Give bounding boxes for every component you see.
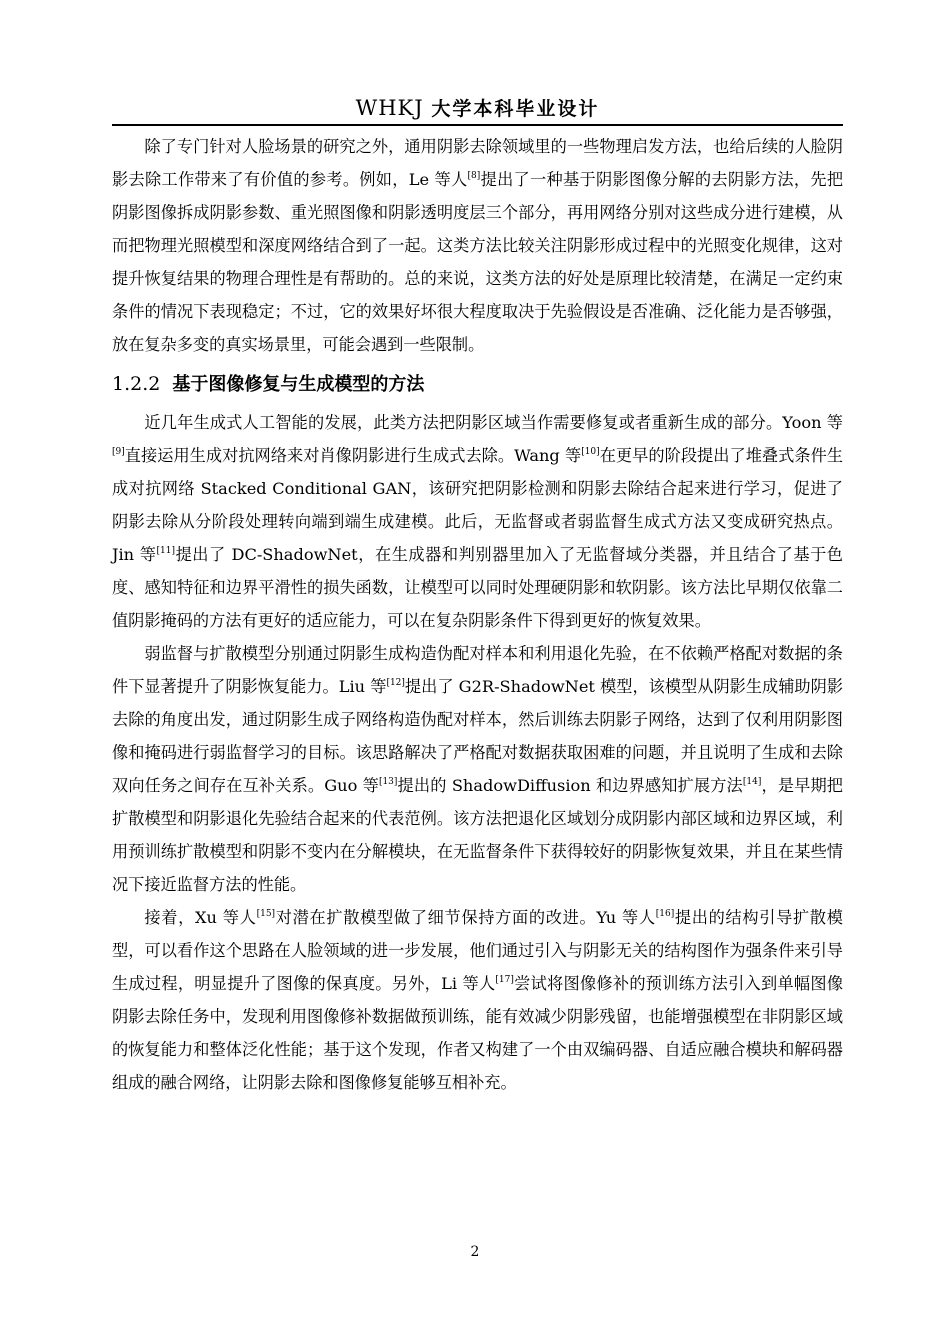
citation-ref: [13] [378,777,398,787]
paragraph [112,901,843,1099]
paragraph-text: 提出了一种基于阴影图像分解的去阴影方法，先把阴影图像拆成阴影参数、重光照图像和阴影透明度层三个部分，再用网络分别对这些成分进行建模，从而把物理光照模型和深度网络结合到了一起。这类方法比较关注阴影形成过程中的光照变化规律，这对提升恢复结果的物理合理性是有帮助的。总的来说，这类方法的好处是原理比较清楚，在满足一定约束条件的情况下表现稳定；不过，它的效果好坏很大程度取决于先验假设是否准确、泛化能力是否够强，放在复杂多变的真实场景里，可能会遇到一些限制。 [112,170,843,354]
paragraph-text: 在更早的阶段提出了堆叠式条件生成对抗网络 Stacked Conditional GAN，该研究把阴影检测和阴影去除结合起来进行学习，促进了阴影去除从分阶段处理转向端到端生成建模。此后，无监督或者弱监督生成式方法又变成研究热点。Jin 等 [112,446,844,564]
section-number: 1.2.2 [112,373,161,395]
section-heading [112,367,843,402]
paragraph-text: 直接运用生成对抗网络来对肖像阴影进行生成式去除。Wang 等 [124,446,582,465]
page-header [112,94,843,123]
paragraph [112,130,843,361]
paragraph-group-2 [112,406,843,1099]
header-code: WHKJ [355,96,424,120]
paragraph-text: 除了专门针对人脸场景的研究之外，通用阴影去除领域里的一些物理启发方法，也给后续的人脸阴影去除工作带来了有价值的参考。例如，Le 等人 [112,137,843,189]
paragraph-text: 提出了 DC-ShadowNet，在生成器和判别器里加入了无监督域分类器，并且结合了基于色度、感知特征和边界平滑性的损失函数，让模型可以同时处理硬阴影和软阴影。该方法比早期仅依靠二值阴影掩码的方法有更好的适应能力，可以在复杂阴影条件下得到更好的恢复效果。 [112,545,843,630]
citation-ref: [8] [467,171,481,181]
header-rule [112,124,843,126]
paragraph-text: 提出了 G2R-ShadowNet 模型，该模型从阴影生成辅助阴影去除的角度出发，通过阴影生成子网络构造伪配对样本，然后训练去阴影子网络，达到了仅利用阴影图像和掩码进行弱监督学习的目标。该思路解决了严格配对数据获取困难的问题，并且说明了生成和去除双向任务之间存在互补关系。Guo 等 [112,677,844,795]
citation-ref: [17] [495,975,514,985]
paragraph-text: 提出的结构引导扩散模型，可以看作这个思路在人脸领域的进一步发展，他们通过引入与阴影无关的结构图作为强条件来引导生成过程，明显提升了图像的保真度。另外，Li 等人 [112,908,843,993]
citation-ref: [14] [742,777,762,787]
page-number: 2 [470,1244,480,1260]
citation-ref: [11] [156,546,176,556]
header-title: 大学本科毕业设计 [431,98,600,120]
paragraph [112,637,843,901]
citation-ref: [9] [112,447,125,457]
citation-ref: [12] [386,678,405,688]
citation-ref: [15] [256,909,276,919]
paragraph-text: 弱监督与扩散模型分别通过阴影生成构造伪配对样本和利用退化先验，在不依赖严格配对数据的条件下显著提升了阴影恢复能力。Liu 等 [112,644,843,696]
paragraph-text: 接着，Xu 等人 [144,908,257,927]
body-text [112,130,843,1099]
paragraph [112,406,843,637]
paragraph-text: 近几年生成式人工智能的发展，此类方法把阴影区域当作需要修复或者重新生成的部分。Yoon 等 [144,413,843,432]
citation-ref: [10] [581,447,600,457]
paragraph-text: 对潜在扩散模型做了细节保持方面的改进。Yu 等人 [275,908,656,927]
paragraph-group-1 [112,130,843,361]
section-title: 基于图像修复与生成模型的方法 [172,374,425,395]
paragraph-text: 提出的 ShadowDiffusion 和边界感知扩展方法 [397,776,743,795]
paragraph-text: 尝试将图像修补的预训练方法引入到单幅图像阴影去除任务中，发现利用图像修补数据做预训练，能有效减少阴影残留，也能增强模型在非阴影区域的恢复能力和整体泛化性能；基于这个发现，作者又构建了一个由双编码器、自适应融合模块和解码器组成的融合网络，让阴影去除和图像修复能够互相补充。 [112,974,844,1092]
citation-ref: [16] [655,909,675,919]
paragraph-text: ，是早期把扩散模型和阴影退化先验结合起来的代表范例。该方法把退化区域划分成阴影内部区域和边界区域，利用预训练扩散模型和阴影不变内在分解模块，在无监督条件下获得较好的阴影恢复效果，并且在某些情况下接近监督方法的性能。 [112,776,843,894]
